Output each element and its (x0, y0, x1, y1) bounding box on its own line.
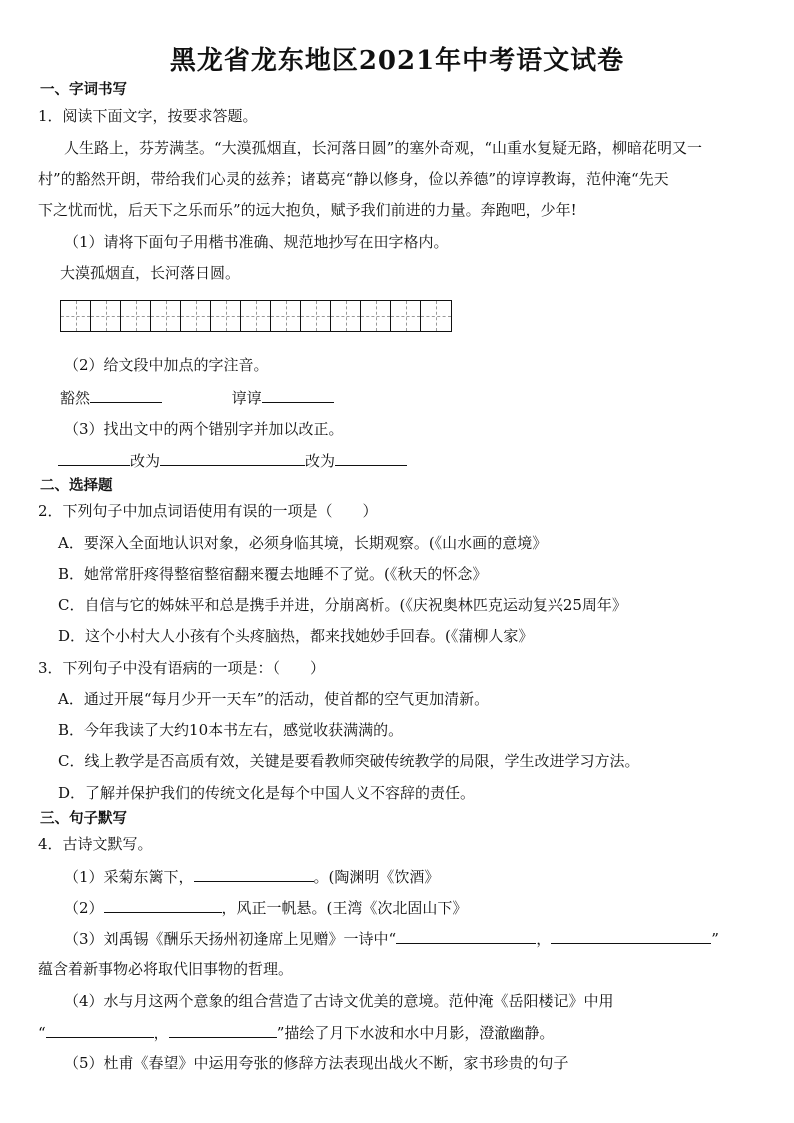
q4-part-3 (64, 928, 719, 949)
q1-copy-text: 大漠孤烟直，长河落日圆。 (60, 264, 241, 282)
q1-sub3: （3）找出文中的两个错别字并加以改正。 (64, 420, 344, 438)
tianzige-cell[interactable] (211, 301, 241, 331)
q4-stem: 4．古诗文默写。 (38, 835, 153, 853)
tianzige-cell[interactable] (361, 301, 391, 331)
pinyin-word-1: 豁然 (60, 389, 91, 407)
q4-p2-prefix: （2） (64, 899, 104, 917)
q3-option-b[interactable]: B．今年我读了大约10本书左右，感觉收获满满的。 (58, 721, 404, 739)
q4-p4-blank-1[interactable] (46, 1022, 154, 1038)
q1-correction-row (58, 450, 407, 471)
q1-paragraph-line-2: 村”的豁然开朗，带给我们心灵的兹养；诸葛亮“静以修身，俭以养德”的谆谆教诲，范仲淹“先天 (38, 170, 669, 188)
q4-p4-suffix: ”描绘了月下水波和水中月影，澄澈幽静。 (276, 1024, 555, 1042)
pinyin-blank-1[interactable] (90, 387, 162, 403)
tianzige-cell[interactable] (121, 301, 151, 331)
q4-part-2 (64, 897, 467, 918)
section-heading-2: 二、选择题 (40, 478, 113, 494)
q4-part-5: （5）杜甫《春望》中运用夸张的修辞方法表现出战火不断，家书珍贵的句子 (64, 1054, 569, 1072)
q3-option-d[interactable]: D．了解并保护我们的传统文化是每个中国人义不容辞的责任。 (58, 784, 476, 802)
wrong-char-blank-1[interactable] (58, 450, 130, 466)
q1-sub2: （2）给文段中加点的字注音。 (64, 356, 269, 374)
q2-stem: 2．下列句子中加点词语使用有误的一项是（ ） (38, 502, 378, 520)
tianzige-cell[interactable] (391, 301, 421, 331)
q4-p2-blank[interactable] (104, 897, 222, 913)
tianzige-cell[interactable] (331, 301, 361, 331)
tianzige-cell[interactable] (241, 301, 271, 331)
q2-option-a[interactable]: A．要深入全面地认识对象，必须身临其境，长期观察。(《山水画的意境》 (58, 534, 548, 552)
pinyin-blank-2[interactable] (262, 387, 334, 403)
q2-option-c[interactable]: C．自信与它的姊妹平和总是携手并进，分崩离析。(《庆祝奥林匹克运动复兴25周年》 (58, 596, 627, 614)
q1-paragraph-line-1: 人生路上，芬芳满茎。“大漠孤烟直，长河落日圆”的塞外奇观，“山重水复疑无路，柳暗花明又一 (64, 139, 703, 157)
q4-part-1 (64, 866, 439, 887)
fix-char-blank-2[interactable] (335, 450, 407, 466)
tianzige-cell[interactable] (181, 301, 211, 331)
section-heading-3: 三、句子默写 (40, 811, 127, 827)
gai-label-1: 改为 (130, 452, 161, 470)
q3-option-a[interactable]: A．通过开展“每月少开一天车”的活动，使首都的空气更加清新。 (58, 690, 490, 708)
q4-p3-blank-2[interactable] (551, 928, 711, 944)
q4-p3-close-quote: ” (711, 930, 719, 948)
q4-p3-blank-1[interactable] (396, 928, 536, 944)
exam-title: 黑龙省龙东地区2021年中考语文试卷 (169, 46, 625, 76)
gai-label-2: 改为 (305, 452, 336, 470)
fix-char-blank-1[interactable] (160, 450, 305, 466)
q3-option-c[interactable]: C．线上教学是否高质有效，关键是要看教师突破传统教学的局限，学生改进学习方法。 (58, 752, 640, 770)
tianzige-cell[interactable] (61, 301, 91, 331)
q4-p3-comma: ， (536, 930, 552, 948)
q1-stem: 1．阅读下面文字，按要求答题。 (38, 107, 258, 125)
tianzige-cell[interactable] (271, 301, 301, 331)
q4-p4-blank-2[interactable] (169, 1022, 277, 1038)
q4-p1-prefix: （1）采菊东篱下， (64, 868, 194, 886)
tianzige-cell[interactable] (151, 301, 181, 331)
q1-sub1: （1）请将下面句子用楷书准确、规范地抄写在田字格内。 (64, 233, 449, 251)
q4-part-4-line-1: （4）水与月这两个意象的组合营造了古诗文优美的意境。范仲淹《岳阳楼记》中用 (64, 992, 614, 1010)
q3-stem: 3．下列句子中没有语病的一项是：（ ） (38, 659, 326, 677)
q4-p1-blank[interactable] (194, 866, 314, 882)
q4-p4-open-quote: “ (38, 1024, 46, 1042)
tianzige-cell[interactable] (301, 301, 331, 331)
q1-pinyin-row (60, 387, 334, 408)
q4-part-4-line-2 (38, 1022, 554, 1043)
pinyin-word-2: 谆谆 (231, 389, 262, 407)
tianzige-cell[interactable] (91, 301, 121, 331)
q4-p4-comma: ， (153, 1024, 169, 1042)
q1-paragraph-line-3: 下之忧而忧，后天下之乐而乐”的远大抱负，赋予我们前进的力量。奔跑吧，少年! (38, 201, 577, 219)
tianzige-cell[interactable] (421, 301, 451, 331)
q4-p3-prefix: （3）刘禹锡《酬乐天扬州初逢席上见赠》一诗中“ (64, 930, 397, 948)
q4-part-3-continued: 蕴含着新事物必将取代旧事物的哲理。 (38, 960, 294, 978)
q4-p1-suffix: 。(陶渊明《饮酒》 (313, 868, 440, 886)
tianzige-grid[interactable] (60, 300, 452, 332)
q2-option-b[interactable]: B．她常常肝疼得整宿整宿翻来覆去地睡不了觉。(《秋天的怀念》 (58, 565, 488, 583)
section-heading-1: 一、字词书写 (40, 82, 127, 98)
q2-option-d[interactable]: D．这个小村大人小孩有个头疼脑热，都来找她妙手回春。(《蒲柳人家》 (58, 627, 534, 645)
q4-p2-suffix: ，风正一帆悬。(王湾《次北固山下》 (221, 899, 468, 917)
